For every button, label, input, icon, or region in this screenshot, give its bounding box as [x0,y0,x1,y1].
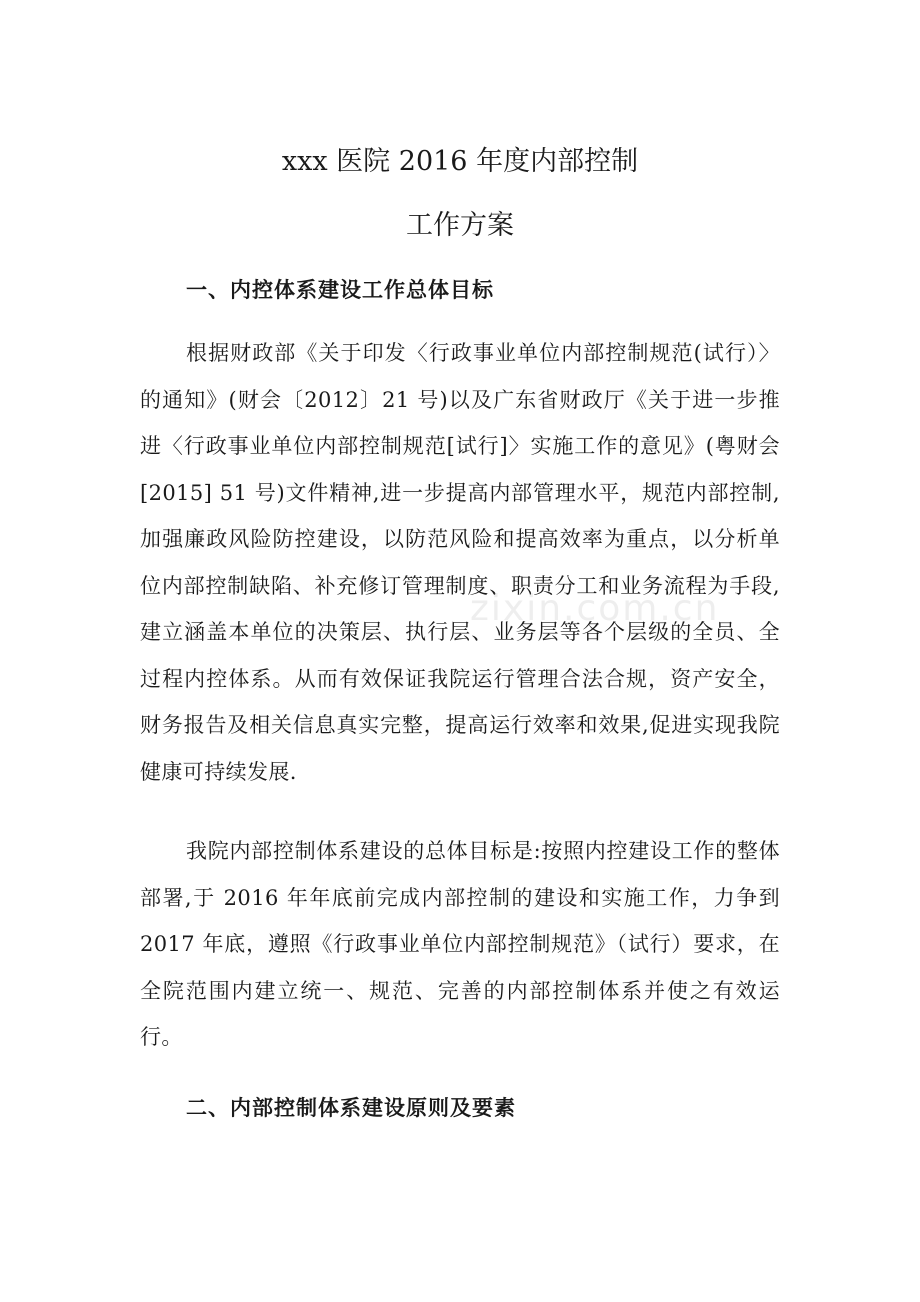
document-title-line2: 工作方案 [406,210,514,241]
section-1-paragraph-2: 我院内部控制体系建设的总体目标是:按照内控建设工作的整体部署,于 2016 年年底前完成内部控制的建设和实施工作，力争到 2017 年底，遵照《行政事业单位内部控制规范》（试行）要求，在全院范围内建立统一、规范、完善的内部控制体系并使之有效运行。 [140,839,780,1049]
section-heading-2: 二、内部控制体系建设原则及要素 [186,1096,516,1120]
watermark: zixin.com.cn [470,588,720,629]
section-heading-1: 一、内控体系建设工作总体目标 [186,278,494,302]
section-1-paragraph-1: 根据财政部《关于印发〈行政事业单位内部控制规范(试行）〉的通知》(财会〔2012〕21 号)以及广东省财政厅《关于进一步推进〈行政事业单位内部控制规范[试行]〉实施工作的意见》(粤财会[2015] 51 号)文件精神,进一步提高内部管理水平，规范内部控制,加强廉政风险防控建设，以防范风险和提高效率为重点，以分析单位内部控制缺陷、补充修订管理制度、职责分工和业务流程为手段,建立涵盖本单位的决策层、执行层、业务层等各个层级的全员、全过程内控体系。从而有效保证我院运行管理合法合规，资产安全，财务报告及相关信息真实完整，提高运行效率和效果,促进实现我院健康可持续发展. [140,341,780,784]
document-title: xxx 医院 2016 年度内部控制 [281,146,639,177]
